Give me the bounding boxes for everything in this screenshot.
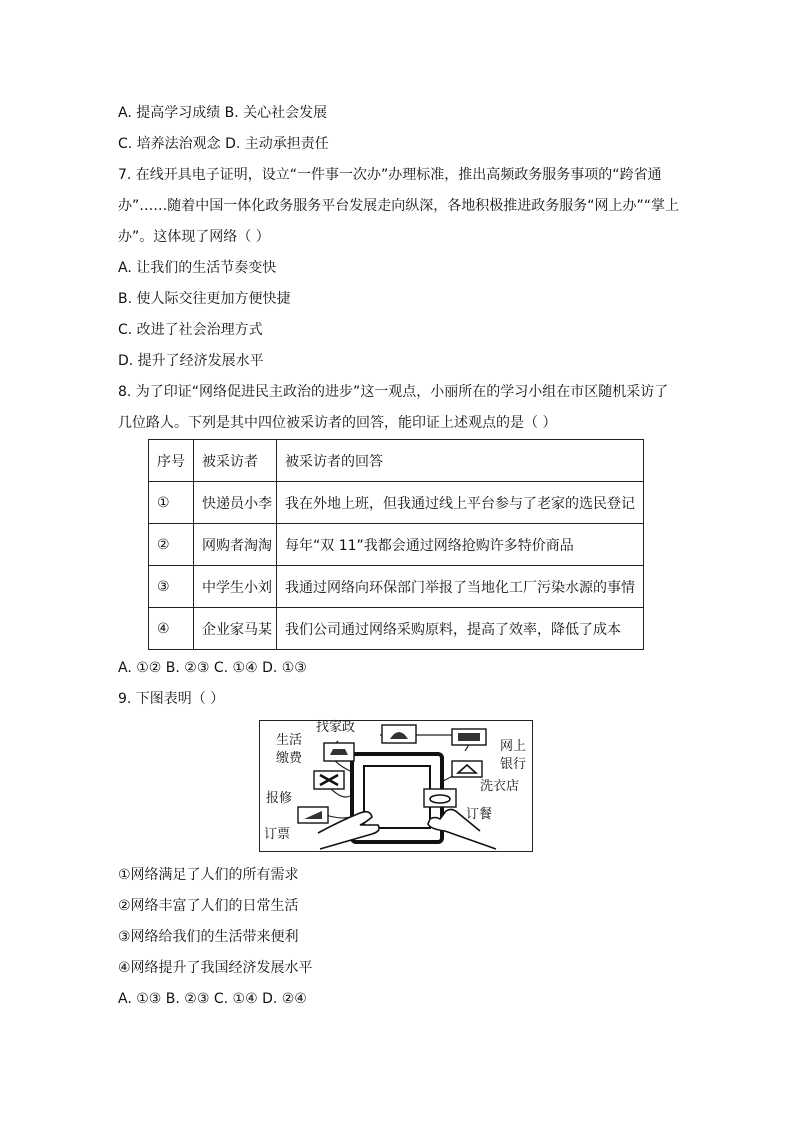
label-bank-2: 银行 [500, 757, 527, 772]
table-row [149, 482, 644, 524]
row-interviewee: 快递员小李 [194, 482, 277, 524]
online-services-illustration [259, 720, 533, 852]
food-order-icon [424, 789, 456, 807]
label-living-2: 缴费 [276, 751, 303, 766]
q8-stem-line-1: 8. 为了印证“网络促进民主政治的进步”这一观点，小丽所在的学习小组在市区随机采访了 [118, 384, 669, 400]
label-ticket: 订票 [264, 827, 291, 842]
header-cell-number: 序号 [149, 440, 194, 482]
row-interviewee: 网购者淘淘 [194, 524, 277, 566]
q7-option-b: B. 使人际交往更加方便快捷 [118, 291, 291, 307]
row-number: ③ [149, 566, 194, 608]
ticket-icon [298, 807, 328, 823]
housekeeping-icon [382, 725, 416, 743]
row-answer: 我通过网络向环保部门举报了当地化工厂污染水源的事情 [277, 566, 644, 608]
row-answer: 每年“双 11”我都会通过网络抢购许多特价商品 [277, 524, 644, 566]
label-living-1: 生活 [276, 733, 303, 748]
interview-table [148, 439, 644, 650]
q6-options-line-2: C. 培养法治观念 D. 主动承担责任 [118, 136, 329, 152]
row-answer: 我在外地上班，但我通过线上平台参与了老家的选民登记 [277, 482, 644, 524]
header-cell-interviewee: 被采访者 [194, 440, 277, 482]
table-row [149, 524, 644, 566]
row-interviewee: 中学生小刘 [194, 566, 277, 608]
header-cell-answer: 被采访者的回答 [277, 440, 644, 482]
q9-stem: 9. 下图表明（ ） [118, 691, 225, 707]
q9-statement-1: ①网络满足了人们的所有需求 [118, 867, 299, 883]
row-number: ② [149, 524, 194, 566]
label-laundry: 洗衣店 [480, 779, 520, 794]
online-bank-icon [452, 729, 486, 745]
q7-option-a: A. 让我们的生活节奏变快 [118, 260, 277, 276]
table-header-row [149, 440, 644, 482]
q7-stem-line-3: 办”。这体现了网络（ ） [118, 229, 270, 245]
q9-options: A. ①③ B. ②③ C. ①④ D. ②④ [118, 991, 307, 1007]
q7-option-d: D. 提升了经济发展水平 [118, 353, 264, 369]
row-interviewee: 企业家马某 [194, 608, 277, 650]
repair-tools-icon [314, 771, 344, 789]
q7-stem-line-1: 7. 在线开具电子证明，设立“一件事一次办”办理标准，推出高频政务服务事项的“跨省通 [118, 167, 662, 183]
q8-stem-line-2: 几位路人。下列是其中四位被采访者的回答，能印证上述观点的是（ ） [118, 415, 557, 431]
q7-stem-line-2: 办”……随着中国一体化政务服务平台发展走向纵深，各地积极推进政务服务“网上办”“掌上 [118, 198, 680, 214]
q7-option-c: C. 改进了社会治理方式 [118, 322, 263, 338]
q8-options: A. ①② B. ②③ C. ①④ D. ①③ [118, 660, 307, 676]
row-number: ① [149, 482, 194, 524]
row-answer: 我们公司通过网络采购原料，提高了效率，降低了成本 [277, 608, 644, 650]
laundry-icon [452, 761, 482, 777]
label-bank-1: 网上 [500, 739, 527, 754]
row-number: ④ [149, 608, 194, 650]
q9-statement-2: ②网络丰富了人们的日常生活 [118, 898, 299, 914]
bill-payment-icon [324, 743, 354, 761]
label-find-housekeeping: 找家政 [316, 720, 356, 735]
table-row [149, 608, 644, 650]
table-row [149, 566, 644, 608]
q6-options-line-1: A. 提高学习成绩 B. 关心社会发展 [118, 105, 328, 121]
q9-statement-3: ③网络给我们的生活带来便利 [118, 929, 299, 945]
label-repair: 报修 [266, 791, 293, 806]
label-food: 订餐 [466, 807, 493, 822]
q9-statement-4: ④网络提升了我国经济发展水平 [118, 960, 313, 976]
